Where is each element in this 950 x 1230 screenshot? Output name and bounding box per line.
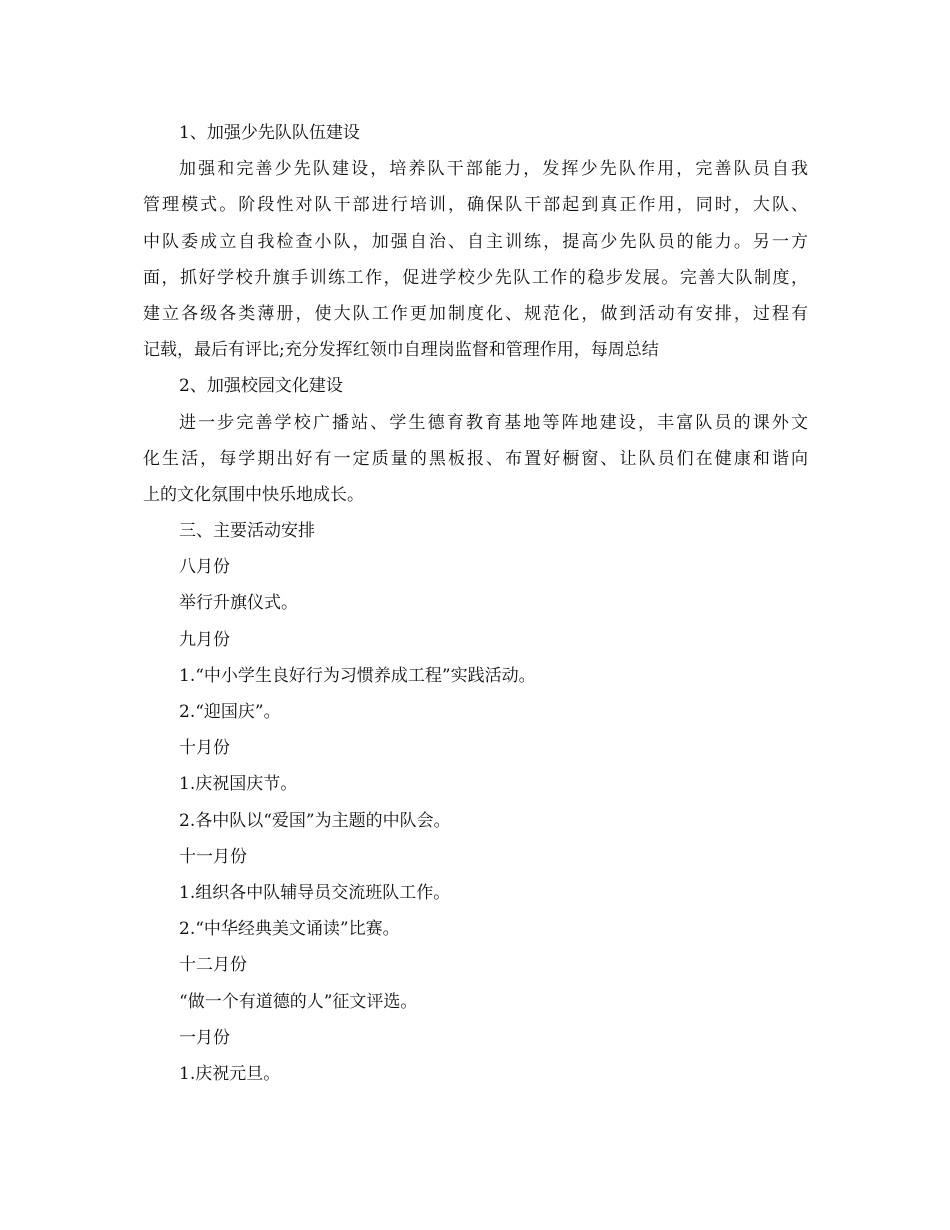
activity-item: 1.组织各中队辅导员交流班队工作。 [179,882,451,903]
paragraph-line: 建立各级各类薄册，使大队工作更加制度化、规范化，做到活动有安排，过程有 [143,303,808,324]
activity-item: 2.“迎国庆”。 [179,702,281,722]
paragraph-line: 上的文化氛围中快乐地成长。 [143,484,364,505]
activity-item: 2.“中华经典美文诵读”比赛。 [179,919,400,940]
paragraph-line: 面，抓好学校升旗手训练工作，促进学校少先队工作的稳步发展。完善大队制度， [143,267,808,288]
activity-item: 1.“中小学生良好行为习惯养成工程”实践活动。 [179,665,536,686]
section-heading-activity-schedule: 三、主要活动安排 [179,521,315,542]
document-body [143,115,808,1092]
month-heading-october: 十月份 [179,738,230,759]
paragraph-line: 管理模式。阶段性对队干部进行培训，确保队干部起到真正作用，同时，大队、 [143,195,808,216]
section-heading-team-building: 1、加强少先队队伍建设 [179,123,360,143]
month-heading-january: 一月份 [179,1027,230,1048]
paragraph-line: 记载，最后有评比;充分发挥红领巾自理岗监督和管理作用，每周总结 [143,340,659,361]
month-heading-september: 九月份 [179,629,230,650]
month-heading-december: 十二月份 [179,955,247,976]
paragraph-line: 中队委成立自我检查小队，加强自治、自主训练，提高少先队员的能力。另一方 [143,231,808,252]
paragraph-line: 化生活，每学期出好有一定质量的黑板报、布置好橱窗、让队员们在健康和谐向 [143,448,808,469]
month-heading-november: 十一月份 [179,846,247,867]
paragraph-line: 加强和完善少先队建设，培养队干部能力，发挥少先队作用，完善队员自我 [179,159,808,180]
activity-item: 2.各中队以“爱国”为主题的中队会。 [179,810,451,831]
section-heading-campus-culture: 2、加强校园文化建设 [179,376,343,397]
activity-item: 1.庆祝国庆节。 [179,774,298,795]
activity-item: “做一个有道德的人”征文评选。 [179,991,418,1012]
activity-item: 举行升旗仪式。 [179,593,298,614]
paragraph-line: 进一步完善学校广播站、学生德育教育基地等阵地建设，丰富队员的课外文 [179,412,808,433]
month-heading-august: 八月份 [179,557,230,578]
activity-item: 1.庆祝元旦。 [179,1063,281,1084]
